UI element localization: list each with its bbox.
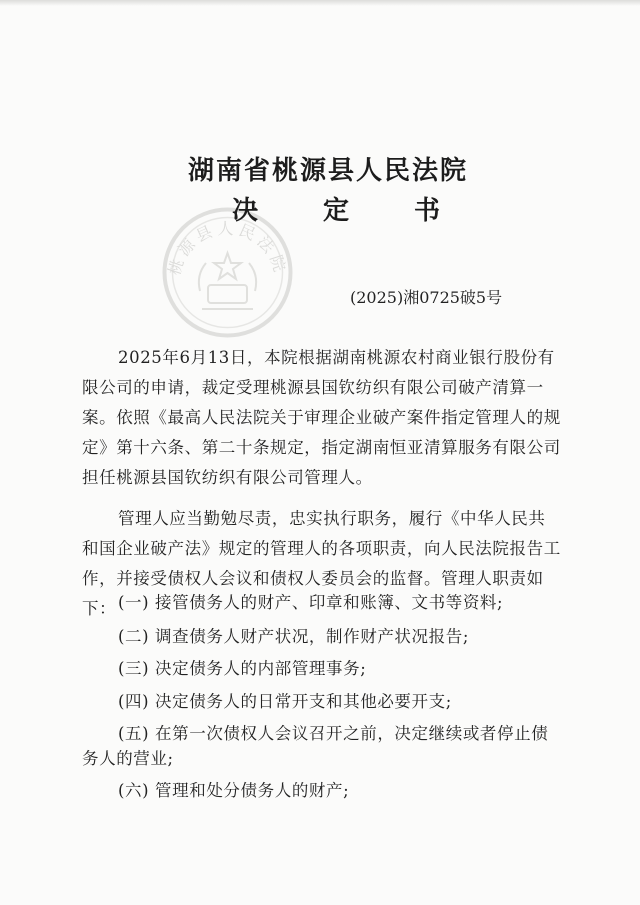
duty-item-5: (五) 在第一次债权人会议召开之前，决定继续或者停止债 <box>118 724 549 743</box>
scan-edge <box>0 0 640 6</box>
paragraph-duties-text: 管理人应当勤勉尽责，忠实执行职务，履行《中华人民共和国企业破产法》规定的管理人的各项职责，向人民法院报告工作，并接受债权人会议和债权人委员会的监督。管理人职责如下： <box>82 509 561 618</box>
document-type-heading: 决 定 书 <box>231 196 469 226</box>
court-name-heading: 湖南省桃源县人民法院 <box>187 156 468 186</box>
duty-item-2: (二) 调查债务人财产状况，制作财产状况报告; <box>118 627 469 646</box>
duty-item-1: (一) 接管债务人的财产、印章和账簿、文书等资料; <box>118 593 504 612</box>
duty-item-5-continued: 务人的营业; <box>82 749 174 768</box>
paragraph-appointment-text: 2025年6月13日，本院根据湖南桃源农村商业银行股份有限公司的申请，裁定受理桃源县国钦纺织有限公司破产清算一案。依照《最高人民法院关于审理企业破产案件指定管理人的规定》第十六条、第二十条规定，指定湖南恒亚清算服务有限公司担任桃源县国钦纺织有限公司管理人。 <box>82 348 561 487</box>
duty-item-6: (六) 管理和处分债务人的财产; <box>118 781 350 800</box>
duty-item-4: (四) 决定债务人的日常开支和其他必要开支; <box>118 692 452 711</box>
paragraph-appointment <box>82 343 562 493</box>
document-number: (2025)湘0725破5号 <box>350 288 503 307</box>
svg-text:桃源县人民法院: 桃源县人民法院 <box>164 218 291 278</box>
duty-item-3: (三) 决定债务人的内部管理事务; <box>118 659 367 678</box>
